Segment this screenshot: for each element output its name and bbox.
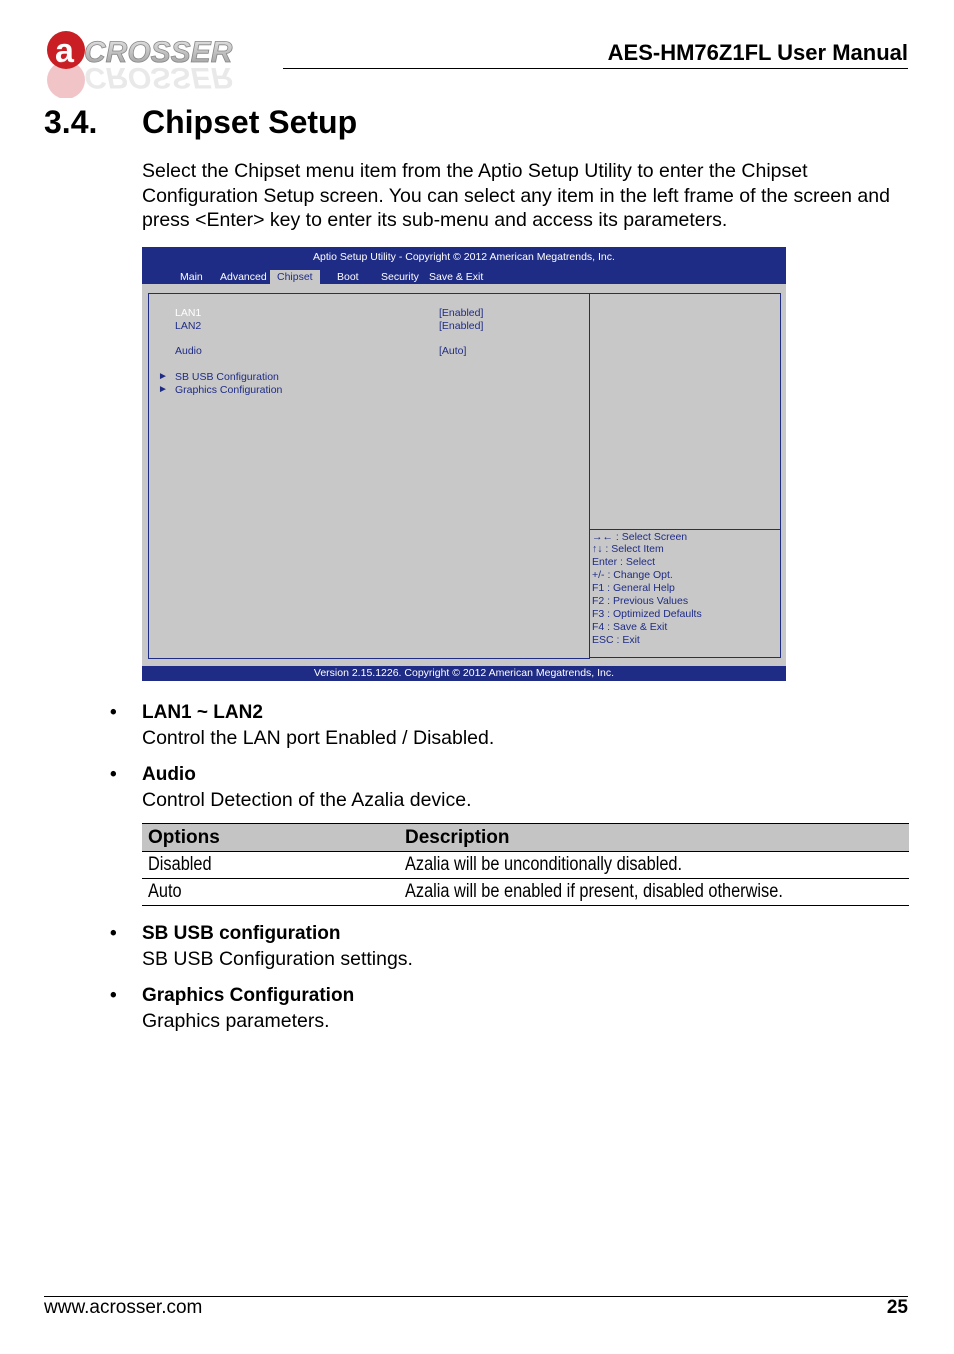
- bios-value-lan1[interactable]: [Enabled]: [439, 307, 484, 319]
- bios-value-audio[interactable]: [Auto]: [439, 345, 467, 357]
- bios-submenu-sb-usb[interactable]: SB USB Configuration: [175, 371, 279, 383]
- tab-save-exit[interactable]: Save & Exit: [429, 271, 484, 283]
- bullet-desc-sb-usb: SB USB Configuration settings.: [142, 948, 413, 970]
- intro-paragraph: Select the Chipset menu item from the Aptio Setup Utility to enter the Chipset Configuration Setup screen. You can select any item in the left frame of the screen and press <Enter> key to enter its sub-menu and access its parameters.: [142, 160, 890, 231]
- submenu-arrow-icon: ►: [158, 371, 168, 382]
- table-row: [142, 852, 909, 879]
- submenu-arrow-icon: ►: [158, 384, 168, 395]
- bullet-marker: •: [110, 985, 117, 1006]
- bios-submenu-graphics[interactable]: Graphics Configuration: [175, 384, 283, 396]
- help-select-item: ↑↓ : Select Item: [592, 543, 664, 555]
- footer-url[interactable]: www.acrosser.com: [44, 1297, 203, 1318]
- tab-advanced[interactable]: Advanced: [220, 271, 267, 283]
- bullet-title-audio: Audio: [142, 764, 196, 785]
- tab-main[interactable]: Main: [180, 271, 203, 283]
- bullet-desc-graphics: Graphics parameters.: [142, 1010, 330, 1032]
- acrosser-logo: [44, 28, 276, 98]
- bios-copyright: Aptio Setup Utility - Copyright © 2012 American Megatrends, Inc.: [313, 251, 615, 263]
- table-cell-description: Azalia will be enabled if present, disabled otherwise.: [399, 879, 909, 906]
- tab-security[interactable]: Security: [381, 271, 419, 283]
- table-header-options: Options: [142, 824, 399, 852]
- audio-options-table: [142, 823, 909, 906]
- help-previous-values: F2 : Previous Values: [592, 595, 689, 607]
- bullet-desc-audio: Control Detection of the Azalia device.: [142, 789, 472, 811]
- table-cell-option: Disabled: [142, 852, 399, 879]
- bios-description-frame: [589, 293, 781, 530]
- bullet-desc-lan: Control the LAN port Enabled / Disabled.: [142, 727, 495, 749]
- table-header-row: [142, 824, 909, 852]
- table-header-description: Description: [399, 824, 909, 852]
- svg-text:CROSSER: CROSSER: [84, 61, 233, 94]
- bios-item-audio[interactable]: Audio: [175, 345, 202, 357]
- help-esc-exit: ESC : Exit: [592, 634, 640, 646]
- section-number: 3.4.: [44, 104, 98, 140]
- tab-boot[interactable]: Boot: [337, 271, 359, 283]
- document-title: AES-HM76Z1FL User Manual: [607, 40, 908, 65]
- bullet-title-lan: LAN1 ~ LAN2: [142, 702, 263, 723]
- help-optimized-defaults: F3 : Optimized Defaults: [592, 608, 702, 620]
- section-heading: [44, 104, 357, 141]
- bios-version-bar: Version 2.15.1226. Copyright © 2012 American Megatrends, Inc.: [142, 666, 786, 681]
- bios-value-lan2[interactable]: [Enabled]: [439, 320, 484, 332]
- header-rule: [283, 68, 908, 69]
- table-cell-description: Azalia will be unconditionally disabled.: [399, 852, 909, 879]
- bios-top-bar: [142, 247, 786, 284]
- svg-text:a: a: [55, 32, 74, 70]
- bios-item-lan1[interactable]: LAN1: [175, 307, 202, 319]
- bullet-title-sb-usb: SB USB configuration: [142, 923, 341, 944]
- bullet-marker: •: [110, 923, 117, 944]
- help-general-help: F1 : General Help: [592, 582, 675, 594]
- table-row: [142, 879, 909, 906]
- page-number: 25: [886, 1297, 908, 1318]
- bios-settings-frame: [148, 293, 590, 659]
- bios-item-lan2[interactable]: LAN2: [175, 320, 202, 332]
- help-save-exit: F4 : Save & Exit: [592, 621, 668, 633]
- bullet-title-graphics: Graphics Configuration: [142, 985, 355, 1006]
- tab-chipset[interactable]: Chipset: [270, 270, 320, 284]
- help-change-opt: +/- : Change Opt.: [592, 569, 673, 581]
- help-select-screen: →← : Select Screen: [592, 531, 688, 543]
- section-title: Chipset Setup: [142, 104, 358, 140]
- bios-screenshot: [142, 247, 786, 681]
- help-enter: Enter : Select: [592, 556, 656, 568]
- bullet-marker: •: [110, 764, 117, 785]
- svg-text:CROSSER: CROSSER: [84, 36, 233, 69]
- bullet-marker: •: [110, 702, 117, 723]
- table-cell-option: Auto: [142, 879, 399, 906]
